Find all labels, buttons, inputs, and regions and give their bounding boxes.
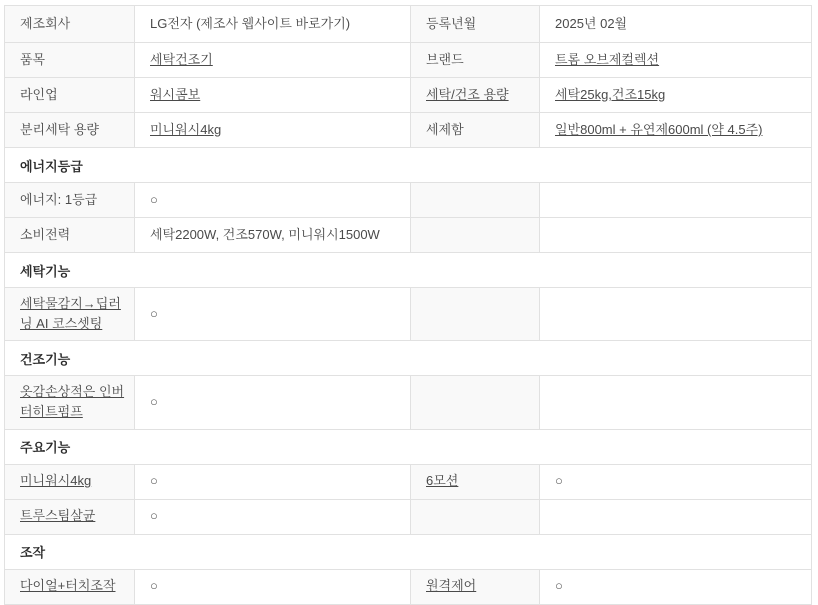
circle-mark: ○ [150, 578, 158, 594]
spec-row [5, 464, 812, 499]
value-dial-touch-cell [135, 569, 411, 604]
mini-wash-link[interactable]: 미니워시4kg [20, 473, 92, 489]
section-row [5, 253, 812, 288]
value-6motion-cell [540, 464, 812, 499]
value-capacity-cell [540, 78, 812, 113]
category-link[interactable]: 세탁건조기 [150, 51, 213, 67]
circle-mark: ○ [150, 394, 158, 410]
value-true-steam-cell [135, 499, 411, 534]
ai-course-link[interactable]: 세탁물감지→딥러닝 AI 코스셋팅 [20, 296, 121, 332]
label-lineup: 라인업 [20, 86, 58, 102]
section-row [5, 534, 812, 569]
label-detergent-box: 세제함 [426, 121, 464, 137]
inverter-heat-pump-link[interactable]: 옷감손상적은 인버터히트펌프 [20, 384, 125, 420]
label-remote-control-cell [411, 569, 540, 604]
separate-wash-link[interactable]: 미니워시4kg [150, 121, 222, 137]
label-energy-grade1-cell [5, 183, 135, 218]
dial-touch-link[interactable]: 다이얼+터치조작 [20, 578, 116, 594]
label-brand: 브랜드 [426, 51, 464, 67]
label-detergent-box-cell [411, 113, 540, 148]
spec-row [5, 113, 812, 148]
value-category-cell [135, 43, 411, 78]
empty-value-cell [540, 499, 812, 534]
label-separate-wash: 분리세탁 용량 [20, 121, 99, 137]
label-6motion-cell [411, 464, 540, 499]
label-manufacturer: 제조회사 [20, 15, 71, 31]
section-title-dry-features: 건조기능 [20, 351, 71, 367]
value-reg-date: 2025년 02월 [555, 15, 628, 31]
true-steam-link[interactable]: 트루스팀살균 [20, 508, 96, 524]
value-mini-wash-cell [135, 464, 411, 499]
value-ai-course-cell [135, 288, 411, 341]
circle-mark: ○ [555, 473, 563, 489]
section-main-features-cell [5, 429, 812, 464]
value-detergent-box-cell [540, 113, 812, 148]
label-power-consumption-cell [5, 218, 135, 253]
label-brand-cell [411, 43, 540, 78]
section-controls-cell [5, 534, 812, 569]
label-reg-date: 등록년월 [426, 15, 477, 31]
value-manufacturer-cell [135, 6, 411, 43]
section-wash-features-cell [5, 253, 812, 288]
section-row [5, 341, 812, 376]
spec-row [5, 183, 812, 218]
section-dry-features-cell [5, 341, 812, 376]
capacity-link[interactable]: 세탁25kg,건조15kg [555, 86, 666, 102]
label-power-consumption: 소비전력 [20, 226, 71, 242]
spec-row [5, 499, 812, 534]
empty-value-cell [540, 218, 812, 253]
value-power-consumption-cell [135, 218, 411, 253]
label-ai-course-cell [5, 288, 135, 341]
value-power-consumption: 세탁2200W, 건조570W, 미니워시1500W [150, 226, 380, 242]
circle-mark: ○ [150, 306, 158, 322]
empty-label-cell [411, 499, 540, 534]
empty-label-cell [411, 288, 540, 341]
value-lineup-cell [135, 78, 411, 113]
label-category-cell [5, 43, 135, 78]
detergent-box-link[interactable]: 일반800ml + 유연제600ml (약 4.5주) [555, 121, 763, 137]
section-title-main-features: 주요기능 [20, 440, 71, 456]
label-true-steam-cell [5, 499, 135, 534]
label-manufacturer-cell [5, 6, 135, 43]
label-category: 품목 [20, 51, 46, 67]
spec-row [5, 569, 812, 604]
value-separate-wash-cell [135, 113, 411, 148]
brand-link[interactable]: 트롬 오브제컬렉션 [555, 51, 660, 67]
spec-row [5, 6, 812, 43]
circle-mark: ○ [150, 508, 158, 524]
label-mini-wash-cell [5, 464, 135, 499]
empty-label-cell [411, 183, 540, 218]
manufacturer-website-link[interactable]: LG전자 (제조사 웹사이트 바로가기) [150, 15, 351, 31]
value-inverter-heat-pump-cell [135, 376, 411, 429]
label-energy-grade1: 에너지: 1등급 [20, 191, 98, 207]
circle-mark: ○ [555, 578, 563, 594]
empty-value-cell [540, 183, 812, 218]
empty-label-cell [411, 376, 540, 429]
six-motion-link[interactable]: 6모션 [426, 473, 459, 489]
section-title-wash-features: 세탁기능 [20, 263, 71, 279]
value-reg-date-cell [540, 6, 812, 43]
empty-label-cell [411, 218, 540, 253]
label-reg-date-cell [411, 6, 540, 43]
label-dial-touch-cell [5, 569, 135, 604]
lineup-link[interactable]: 워시콤보 [150, 86, 201, 102]
section-row [5, 148, 812, 183]
label-capacity-cell [411, 78, 540, 113]
section-title-controls: 조작 [20, 545, 46, 561]
section-energy-grade-cell [5, 148, 812, 183]
product-spec-table [4, 5, 812, 605]
spec-row [5, 376, 812, 429]
section-row [5, 429, 812, 464]
value-brand-cell [540, 43, 812, 78]
circle-mark: ○ [150, 473, 158, 489]
circle-mark: ○ [150, 191, 158, 207]
capacity-label-link[interactable]: 세탁/건조 용량 [426, 86, 509, 102]
empty-value-cell [540, 376, 812, 429]
spec-row [5, 288, 812, 341]
value-remote-control-cell [540, 569, 812, 604]
remote-control-link[interactable]: 원격제어 [426, 578, 477, 594]
label-inverter-heat-pump-cell [5, 376, 135, 429]
section-title-energy-grade: 에너지등급 [20, 158, 83, 174]
spec-row [5, 78, 812, 113]
spec-row [5, 218, 812, 253]
spec-row [5, 43, 812, 78]
empty-value-cell [540, 288, 812, 341]
label-separate-wash-cell [5, 113, 135, 148]
value-energy-grade1-cell [135, 183, 411, 218]
label-lineup-cell [5, 78, 135, 113]
